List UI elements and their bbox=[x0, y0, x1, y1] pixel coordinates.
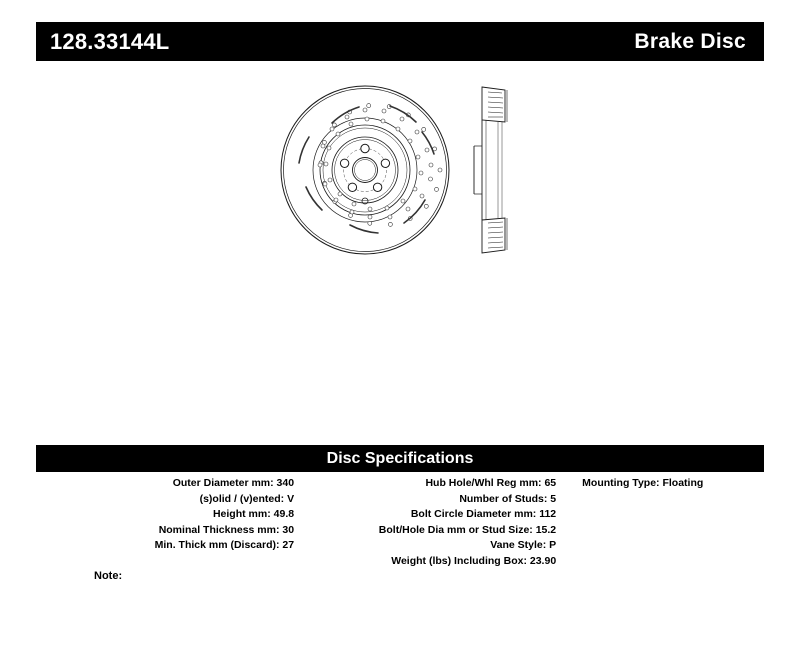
spec-bolt-hole-dia: Bolt/Hole Dia mm or Stud Size: 15.2 bbox=[378, 523, 557, 536]
spec-vane-style: Vane Style: P bbox=[490, 539, 557, 551]
specifications-column-right bbox=[560, 476, 764, 569]
spec-nominal-thickness: Nominal Thickness mm: 30 bbox=[158, 523, 295, 536]
spec-weight: Weight (lbs) Including Box: 23.90 bbox=[391, 554, 557, 567]
product-type-label: Brake Disc bbox=[634, 30, 746, 53]
specifications-column-left bbox=[36, 476, 298, 569]
header-bar bbox=[36, 22, 764, 61]
spec-mounting-type: Mounting Type: Floating bbox=[582, 477, 704, 489]
spec-outer-diameter: Outer Diameter mm: 340 bbox=[172, 477, 295, 489]
product-drawing bbox=[36, 70, 764, 420]
cross-drilled-holes bbox=[318, 104, 442, 227]
spec-hub-hole: Hub Hole/Whl Reg mm: 65 bbox=[425, 477, 557, 489]
spec-min-thickness: Min. Thick mm (Discard): 27 bbox=[154, 539, 295, 551]
specifications-title: Disc Specifications bbox=[326, 449, 474, 467]
note-label: Note: bbox=[94, 570, 123, 582]
spec-bolt-circle-diameter: Bolt Circle Diameter mm: 112 bbox=[410, 508, 557, 520]
part-number: 128.33144L bbox=[50, 28, 170, 54]
bolt-holes bbox=[340, 144, 389, 191]
note-row bbox=[36, 570, 764, 582]
brake-disc-illustration bbox=[270, 70, 530, 270]
side-profile-view bbox=[474, 87, 507, 253]
spec-height: Height mm: 49.8 bbox=[212, 508, 295, 520]
specifications-column-middle bbox=[298, 476, 560, 569]
spec-solid-vented: (s)olid / (v)ented: V bbox=[199, 492, 295, 505]
spec-number-of-studs: Number of Studs: 5 bbox=[459, 492, 557, 505]
specifications-columns bbox=[36, 476, 764, 569]
specifications-title-bar bbox=[36, 445, 764, 472]
